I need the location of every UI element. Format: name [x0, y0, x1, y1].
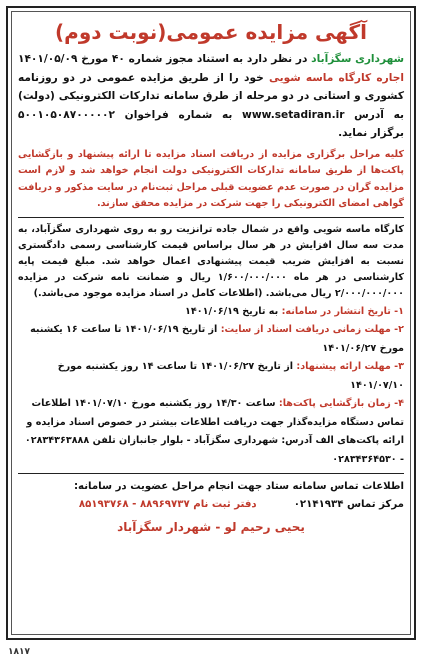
schedule-item [18, 395, 404, 469]
divider [18, 217, 404, 218]
warning-paragraph: کلیه مراحل برگزاری مزایده از دریافت اسناد مزایده تا ارائه پیشنهاد و بازگشایی پاکت‌ها از طریق سامانه تدارکات الکترونیکی دولت انجام خواهد شد و لازم است مزایده گران در صورت عدم عضویت قبلی مراحل ثبت‌نام در سایت مذکور و دریافت گواهی امضای الکترونیکی را جهت شرکت در مزایده محقق سازند. [18, 148, 404, 209]
schedule-item-text: از تاریخ ۱۴۰۱/۰۶/۲۷ تا ساعت ۱۴ روز یکشنبه مورخ ۱۴۰۱/۰۷/۱۰ [57, 361, 404, 391]
signature: یحیی رحیم لو - شهردار سگزآباد [117, 520, 305, 535]
schedule-item-text: از تاریخ ۱۴۰۱/۰۶/۱۹ تا ساعت ۱۶ یکشنبه مورخ ۱۴۰۱/۰۶/۲۷ [30, 324, 404, 354]
schedule-item [18, 358, 404, 395]
divider [18, 473, 404, 474]
schedule-item-label: ۲- مهلت زمانی دریافت اسناد از سایت: [220, 324, 404, 336]
subject-name: ماسه شویی [268, 71, 334, 84]
contact-office: دفتر ثبت نام ۸۸۹۶۹۷۳۷ - ۸۵۱۹۳۷۶۸ [78, 499, 257, 511]
schedule-item-label: ۴- زمان بازگشایی پاکت‌ها: [278, 398, 404, 410]
schedule-item-text: به تاریخ ۱۴۰۱/۰۶/۱۹ [185, 305, 282, 317]
contact-title: اطلاعات تماس سامانه ستاد جهت انجام مراحل عضویت در سامانه: [73, 481, 404, 493]
notice-body [11, 11, 411, 635]
schedule-item-label: ۱- تاریخ انتشار در سامانه: [281, 305, 404, 317]
footer-code: ۱۸۱۷ [8, 647, 30, 657]
intro-text-5: برگزار نماید. [338, 127, 404, 139]
schedule-item-text: ساعت ۱۴/۳۰ روز یکشنبه مورخ ۱۴۰۱/۰۷/۱۰ اطلاعات تماس دستگاه مزایده‌گذار جهت دریافت اطلاعات بیشتر در خصوص اسناد مزایده و ارائه پاکت‌های الف آدرس: شهرداری سگزآباد - بلوار جانبازان تلفن ۰۲۸۳۴۳۶۳۸۸۸ - ۰۲۸۳۴۳۶۴۵۳۰ [24, 398, 404, 465]
contact-line [18, 496, 404, 514]
intro-paragraph [18, 50, 404, 143]
notice-frame [6, 6, 416, 640]
intro-text-2: اجاره کارگاه [333, 71, 404, 84]
schedule-item-label: ۳- مهلت ارائه پیشنهاد: [296, 361, 404, 373]
intro-text-3: خود را از طریق مزایده عمومی در دو روزنامه کشوری و استانی در دو مرحله از طرق سامانه تدارکات الکترونیکی (دولت) به آدرس [18, 71, 404, 121]
contact-center: مرکز تماس ۰۲۱۴۱۹۳۴ [293, 499, 404, 511]
description-paragraph: کارگاه ماسه شویی واقع در شمال جاده ترانزیت رو به روی شهرداری سگزآباد، به مدت سه سال افزایش در هر سال براساس قیمت کارشناسی رسمی دادگستری نسبت به افزایش ضریب قیمت پیشنهادی اعمال خواهد شد. مبلغ قیمت پایه کارشناسی در هر ماه ۱/۶۰۰/۰۰۰/۰۰۰ ریال و ضمانت نامه شرکت در مزایده ۲/۰۰۰/۰۰۰/۰۰۰ ریال می‌باشد. (اطلاعات کامل در اسناد مزایده موجود می‌باشد.) [18, 223, 404, 300]
call-number: ۵۰۰۱۰۵۰۸۷۰۰۰۰۰۲ [18, 108, 115, 121]
schedule-item [18, 303, 404, 322]
schedule-list [18, 303, 404, 470]
organization-name: شهرداری سگزآباد [311, 53, 404, 65]
website-link[interactable]: www.setadiran.ir [242, 108, 345, 121]
permit-date: ۱۴۰۱/۰۵/۰۹ [18, 53, 78, 65]
schedule-item [18, 321, 404, 358]
intro-text-4: به شماره فراخوان [115, 108, 243, 121]
notice-title: آگهی مزایده عمومی(نوبت دوم) [55, 20, 367, 44]
intro-text-1: در نظر دارد به استناد مجوز شماره ۴۰ مورخ [77, 53, 312, 65]
